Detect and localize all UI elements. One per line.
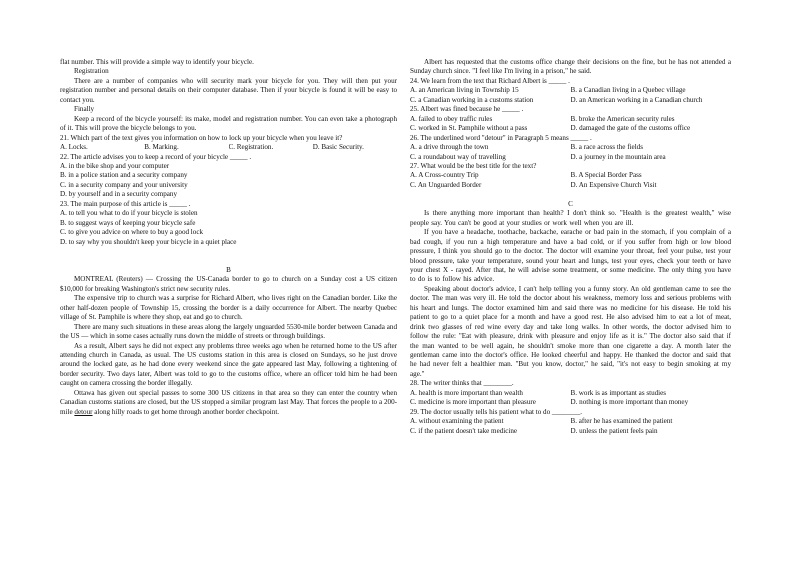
option: A. to tell you what to do if your bicycle is stolen xyxy=(60,209,198,218)
passage-c-p3: Speaking about doctor's advice, I can't help telling you a funny story. An old gentleman came to see the doctor. The man was very ill. He told the doctor about his weakness, memory loss and serious problems with his heart and lungs. The doctor examined him and said there was no medicine for his disease. He told his patient to go to a quiet place for a month and have a good rest. He also advised him to eat a lot of meat, drink two glasses of red wine every day and take long walks. In other words, the doctor advised him to follow the rule: "Eat with pleasure, drink with pleasure and enjoy life as it is." The doctor also said that if the man wanted to be well again, he shouldn't smoke more than one cigarette a day. A month later the gentleman came into the doctor's office. He looked cheerful and happy. He thanked the doctor and said that he had never felt a healthier man. "But you know, doctor," he said, "it's not easy to begin smoking at my age." xyxy=(410,284,731,378)
option: C. in a security company and your university xyxy=(60,180,188,189)
question-29-options xyxy=(410,417,731,436)
passage-a-registration: There are a number of companies who will security mark your bicycle for you. They will then put your registration number and personal details on their computer database. Then if your bicycle is found it will be easy to contact you. xyxy=(60,76,397,104)
passage-c-p2: If you have a headache, toothache, backache, earache or bad pain in the stomach, if you complain of a bad cough, if you run a high temperature and have a bad cold, or if you suffer from high or low blood pressure, I think you should go to the doctor. The doctor will examine your throat, feel your pulse, test your blood pressure, take your temperature, sound your heart and lungs, test your eyes, check your teeth or have your chest X - rayed. After that, he will advise some treatment, or some medicine. The only thing you have to do is to follow his advice. xyxy=(410,228,731,284)
section-c-heading: C xyxy=(568,199,573,208)
option: B. to suggest ways of keeping your bicycle safe xyxy=(60,218,196,227)
option: C. to give you advice on where to buy a good lock xyxy=(60,228,204,237)
option: B. after he has examined the patient xyxy=(570,417,673,426)
question-24: 24. We learn from the text that Richard Albert is _____ . xyxy=(410,76,570,85)
underlined-word-detour: detour xyxy=(74,407,93,416)
question-25-options xyxy=(410,115,731,134)
option: D. a journey in the mountain area xyxy=(570,152,666,161)
question-25: 25. Albert was fined because he _____ . xyxy=(410,105,524,114)
option: A. failed to obey traffic rules xyxy=(410,114,493,123)
question-24-options xyxy=(410,86,731,105)
option: A. Locks. xyxy=(60,143,88,152)
option: D. damaged the gate of the customs office xyxy=(570,124,691,133)
option: B. a Canadian living in a Quebec village xyxy=(570,86,686,95)
passage-b-p2: The expensive trip to church was a surprise for Richard Albert, who lives right on the Canadian border. Like the other half-dozen people of Township 15, crossing the border is a daily occurrence for Albert. The nearby Quebec village of St. Pamphile is where they shop, eat and go to church. xyxy=(60,294,397,322)
passage-b-p6: Albert has requested that the customs office change their decisions on the fine, but he has not attended a Sunday church since. "I feel like I'm living in a prison," he said. xyxy=(410,58,731,76)
passage-c-p1: Is there anything more important than health? I don't think so. "Health is the greatest wealth," wise people say. You can't be good at your studies or work well when you are ill. xyxy=(410,209,731,227)
option: A. a drive through the town xyxy=(410,143,489,152)
heading-registration: Registration xyxy=(74,67,109,76)
question-26-options xyxy=(410,143,731,162)
passage-c xyxy=(410,209,731,379)
left-column xyxy=(60,58,397,417)
question-26: 26. The underlined word "detour" in Paragraph 5 means _____ . xyxy=(410,133,592,142)
question-28-options xyxy=(410,389,731,408)
option: A. without examining the patient xyxy=(410,417,504,426)
option: A. in the bike shop and your computer xyxy=(60,161,170,170)
option: D. An Expensive Church Visit xyxy=(570,180,657,189)
question-29: 29. The doctor usually tells his patient what to do ________. xyxy=(410,407,583,416)
passage-b-p1: MONTREAL (Reuters) — Crossing the US-Canada border to go to church on a Sunday cost a US citizen $10,000 for breaking Washington's strict new security rules. xyxy=(60,275,397,293)
right-column xyxy=(410,58,731,436)
option: D. to say why you shouldn't keep your bicycle in a quiet place xyxy=(60,237,237,246)
question-23: 23. The main purpose of this article is _____ . xyxy=(60,199,191,208)
option: C. Registration. xyxy=(228,143,274,152)
option: B. a race across the fields xyxy=(570,143,643,152)
question-27-options xyxy=(410,171,731,190)
question-22: 22. The article advises you to keep a record of your bicycle _____ . xyxy=(60,152,252,161)
question-21: 21. Which part of the text gives you information on how to lock up your bicycle when you leave it? xyxy=(60,133,343,142)
option: D. by yourself and in a security company xyxy=(60,190,178,199)
option: B. Marking. xyxy=(144,143,179,152)
option: C. a Canadian working in a customs station xyxy=(410,95,534,104)
question-28: 28. The writer thinks that ________. xyxy=(410,379,514,388)
heading-finally: Finally xyxy=(74,105,95,114)
question-21-options xyxy=(60,143,397,152)
option: D. Basic Security. xyxy=(312,143,364,152)
option: D. unless the patient feels pain xyxy=(570,426,658,435)
passage-b-p5: Ottawa has given out special passes to some 300 US citizens in that area so they can enter the country when Canadian customs stations are closed, but the US stopped a similar program last May. That forces the people to a 200-mile detour along hilly roads to get home through another border checkpoint. xyxy=(60,388,397,416)
option: B. work is as important as studies xyxy=(570,388,667,397)
option: B. broke the American security rules xyxy=(570,114,675,123)
option: A. health is more important than wealth xyxy=(410,388,523,397)
option: C. if the patient doesn't take medicine xyxy=(410,426,518,435)
option: A. an American living in Township 15 xyxy=(410,86,519,95)
option: D. nothing is more important than money xyxy=(570,398,689,407)
question-27: 27. What would be the best title for the text? xyxy=(410,161,537,170)
section-b-heading: B xyxy=(226,265,231,274)
passage-a-finally: Keep a record of the bicycle yourself: its make, model and registration number. You can even take a photograph of it. This will prove the bicycle belongs to you. xyxy=(60,114,397,133)
option: C. worked in St. Pamphile without a pass xyxy=(410,124,528,133)
option: B. A Special Border Pass xyxy=(570,171,642,180)
option: C. medicine is more important than pleasure xyxy=(410,398,536,407)
option: D. an American working in a Canadian church xyxy=(570,95,703,104)
option: C. a roundabout way of travelling xyxy=(410,152,506,161)
passage-b-p3: There are many such situations in these areas along the largely unguarded 5530-mile border between Canada and the US — which in some cases actually runs down the middle of streets or through buildings. xyxy=(60,322,397,341)
option: B. in a police station and a security company xyxy=(60,171,188,180)
option: A. A Cross-country Trip xyxy=(410,171,479,180)
passage-a-tail: flat number. This will provide a simple way to identify your bicycle. xyxy=(60,58,254,66)
option: C. An Unguarded Border xyxy=(410,180,482,189)
passage-b-p4: As a result, Albert says he did not expect any problems three weeks ago when he returned home to the US after attending church in Canada, as usual. The US customs station in this area is closed on Sundays, so he just drove around the locked gate, as he had done every weekend since the gate appeared last May, following a tightening of border security. Two days later, Albert was told to go to the customs office, where an officer told him he had been caught on camera crossing the border illegally. xyxy=(60,341,397,388)
